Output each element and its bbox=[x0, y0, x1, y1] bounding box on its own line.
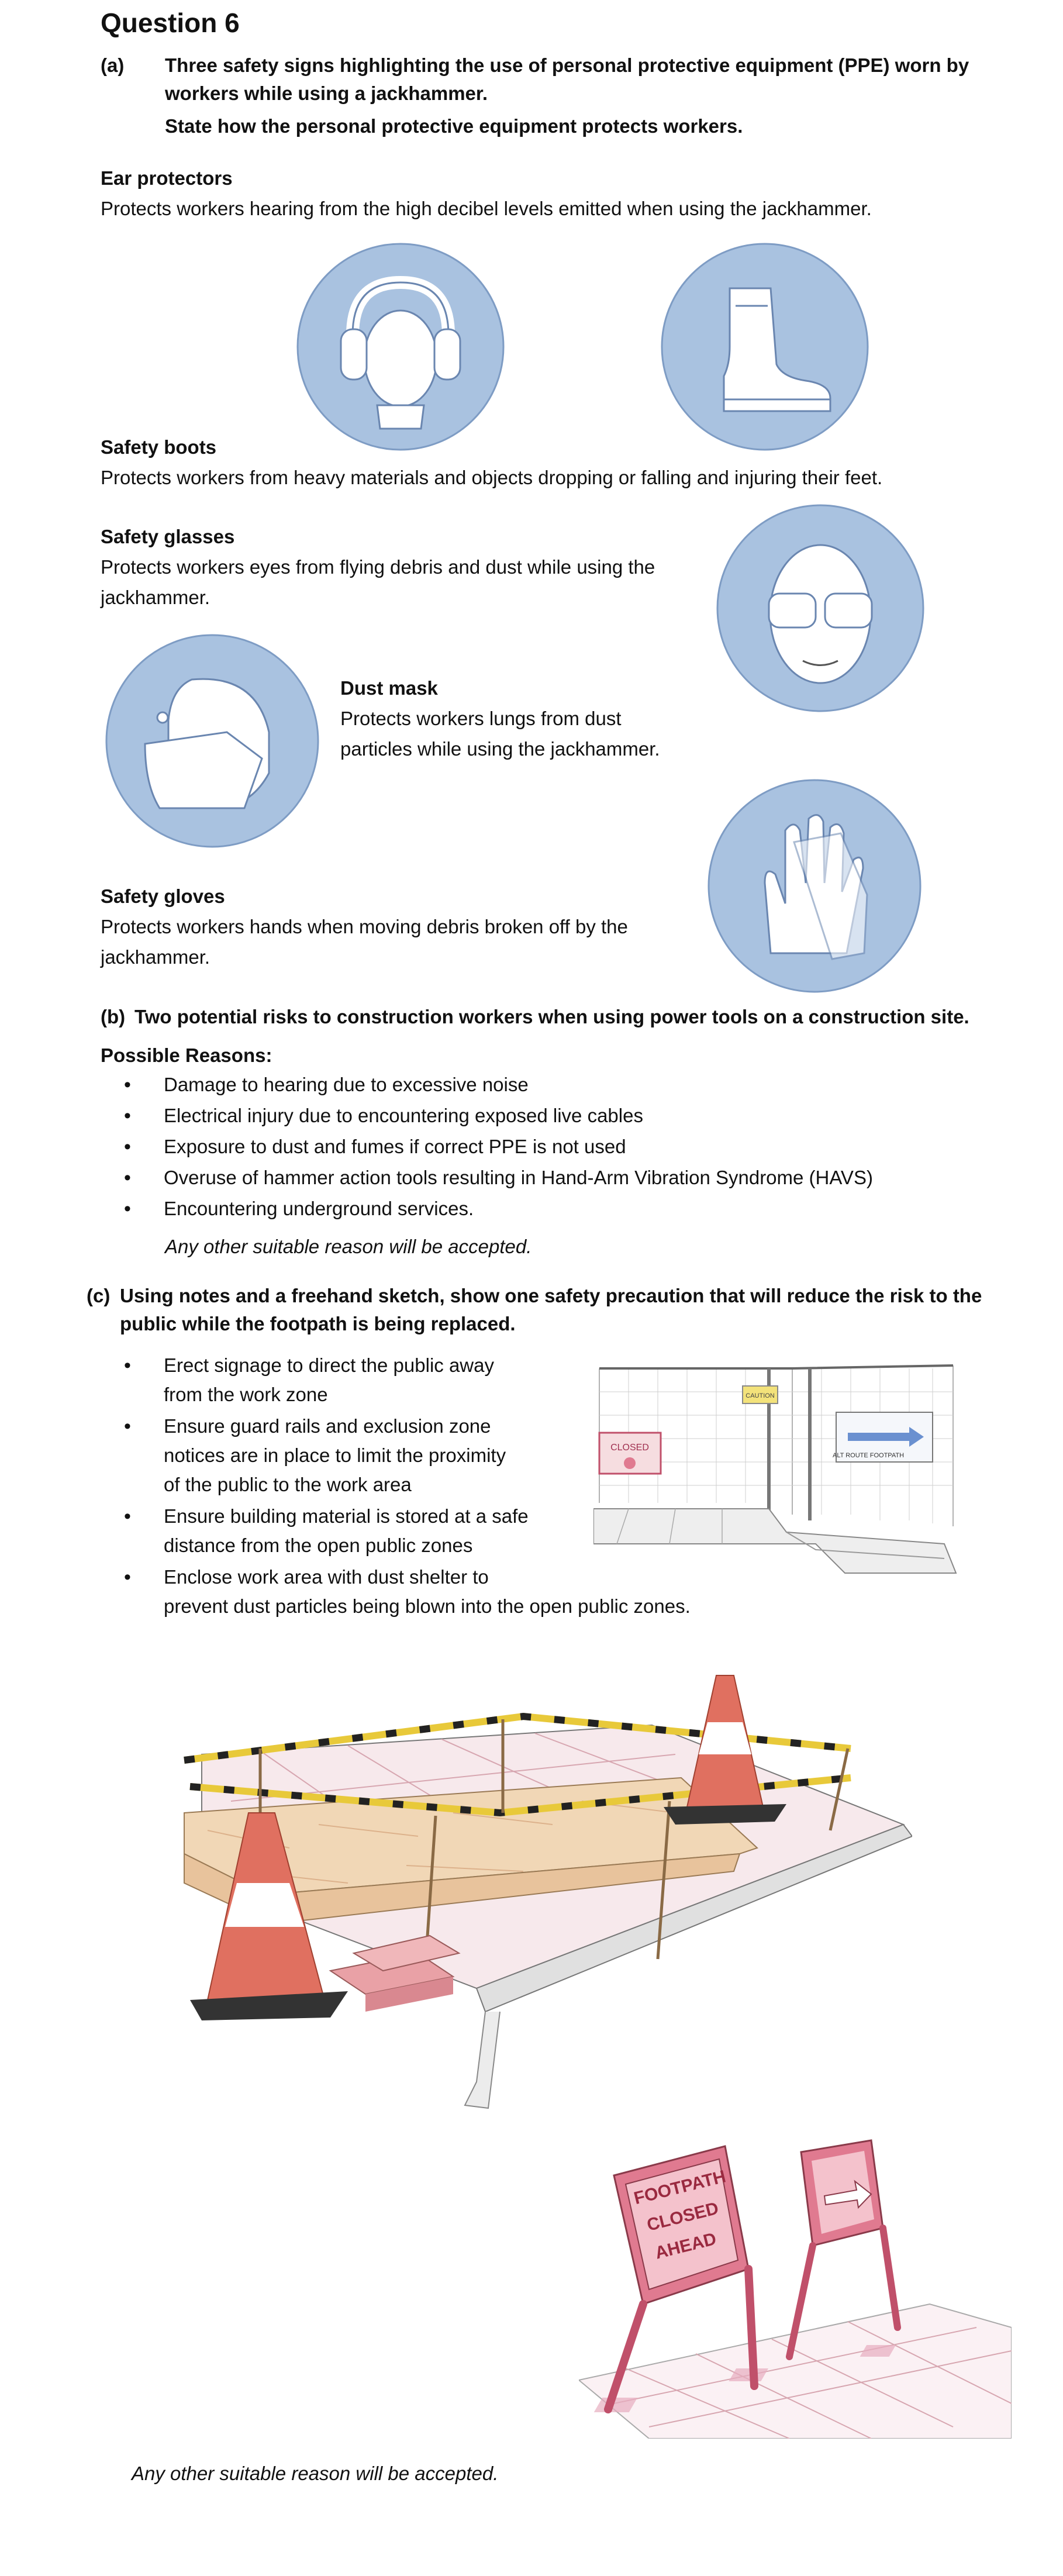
safety-gloves-text-line1: Protects workers hands when moving debris broken off by the bbox=[101, 916, 628, 937]
list-item-line: • Enclose work area with dust shelter to bbox=[164, 1566, 489, 1588]
list-item-line: distance from the open public zones bbox=[164, 1534, 473, 1556]
list-item: • Overuse of hammer action tools resulting in Hand-Arm Vibration Syndrome (HAVS) bbox=[101, 1163, 978, 1192]
footpath-sign-line2: CLOSED bbox=[645, 2198, 721, 2235]
list-item-line: from the work zone bbox=[164, 1384, 328, 1405]
part-b-note: Any other suitable reason will be accepted. bbox=[165, 1236, 532, 1257]
list-item-line: • Ensure guard rails and exclusion zone bbox=[164, 1415, 491, 1437]
list-item-line: notices are in place to limit the proximity bbox=[164, 1444, 506, 1466]
part-b-label: (b) bbox=[101, 1006, 126, 1027]
part-a-question-line2: workers while using a jackhammer. bbox=[165, 82, 488, 104]
safety-boots-text: Protects workers from heavy materials and objects dropping or falling and injuring their feet. bbox=[101, 467, 883, 488]
safety-glasses-title: Safety glasses bbox=[101, 526, 235, 547]
safety-gloves-title: Safety gloves bbox=[101, 885, 225, 907]
safety-glasses-text-line1: Protects workers eyes from flying debris and dust while using the bbox=[101, 556, 655, 578]
fence-barrier-sketch bbox=[593, 1357, 959, 1585]
safety-boots-title: Safety boots bbox=[101, 436, 217, 458]
page-title: Question 6 bbox=[101, 8, 240, 38]
dust-mask-text-line2: particles while using the jackhammer. bbox=[340, 738, 660, 760]
dust-mask-sign-icon bbox=[104, 633, 320, 849]
possible-reasons-heading: Possible Reasons: bbox=[101, 1044, 272, 1066]
part-c-question-line2: public while the footpath is being replaced. bbox=[120, 1313, 516, 1334]
safety-glasses-sign-icon bbox=[715, 503, 926, 713]
ear-protectors-text: Protects workers hearing from the high decibel levels emitted when using the jackhammer. bbox=[101, 198, 872, 219]
safety-gloves-text-line2: jackhammer. bbox=[101, 946, 210, 968]
alt-route-sign-text: ALT ROUTE FOOTPATH bbox=[832, 1452, 905, 1459]
safety-boots-sign-icon bbox=[660, 242, 870, 452]
list-item: • Damage to hearing due to excessive noise bbox=[101, 1070, 978, 1099]
risk-list bbox=[101, 1070, 978, 1223]
part-c-question-line1: Using notes and a freehand sketch, show one safety precaution that will reduce the risk to the bbox=[120, 1285, 982, 1306]
part-c-note: Any other suitable reason will be accepted. bbox=[132, 2463, 499, 2484]
part-c-question bbox=[120, 1282, 1032, 1338]
footpath-sign-line3: AHEAD bbox=[653, 2229, 719, 2263]
part-b-question: Two potential risks to construction workers when using power tools on a construction site. bbox=[134, 1006, 969, 1027]
footpath-sign-line1: FOOTPATH bbox=[631, 2167, 728, 2209]
dust-mask-title: Dust mask bbox=[340, 677, 438, 699]
list-item: • Exposure to dust and fumes if correct PPE is not used bbox=[101, 1132, 978, 1161]
safety-gloves-sign-icon bbox=[706, 778, 923, 994]
part-a-question bbox=[165, 51, 1019, 108]
part-a-question-line1: Three safety signs highlighting the use of personal protective equipment (PPE) worn by bbox=[165, 54, 969, 76]
list-item-line: of the public to the work area bbox=[164, 1474, 412, 1495]
list-item-line: prevent dust particles being blown into the open public zones. bbox=[164, 1595, 691, 1617]
part-a-label: (a) bbox=[101, 54, 125, 76]
footpath-closed-sketch bbox=[579, 2134, 1012, 2439]
ear-protectors-title: Ear protectors bbox=[101, 167, 233, 189]
list-item: • Encountering underground services. bbox=[101, 1194, 978, 1223]
list-item-line: • Ensure building material is stored at a safe bbox=[164, 1505, 529, 1527]
list-item-line: • Erect signage to direct the public away bbox=[164, 1354, 494, 1376]
part-a-instruction: State how the personal protective equipment protects workers. bbox=[165, 115, 743, 137]
list-item: • Electrical injury due to encountering exposed live cables bbox=[101, 1101, 978, 1130]
trench-cones-sketch bbox=[172, 1661, 912, 2117]
safety-glasses-text-line2: jackhammer. bbox=[101, 587, 210, 608]
caution-sign-text: CAUTION bbox=[746, 1392, 775, 1399]
dust-mask-text-line1: Protects workers lungs from dust bbox=[340, 708, 622, 729]
closed-sign-text: CLOSED bbox=[610, 1443, 649, 1453]
part-c-label: (c) bbox=[87, 1285, 111, 1306]
ear-protection-sign-icon bbox=[295, 242, 506, 452]
